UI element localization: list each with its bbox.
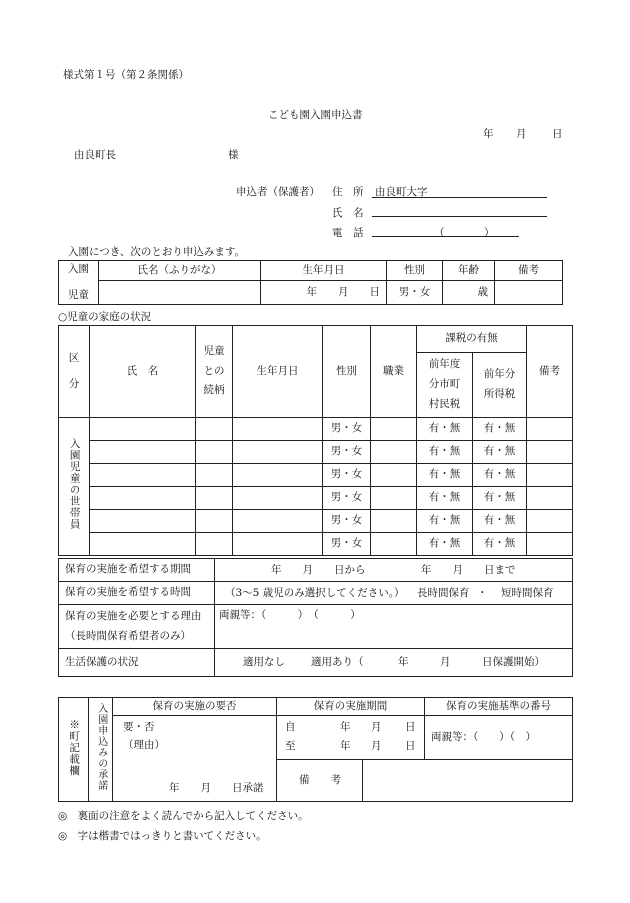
hh-tax-cell[interactable]: 有・無 xyxy=(473,464,527,487)
hh-tax-cell[interactable]: 有・無 xyxy=(473,533,527,556)
date-month-label: 月 xyxy=(516,128,527,140)
child-row-header: 入園 児童 xyxy=(59,261,99,305)
phone-underline[interactable] xyxy=(372,236,519,237)
need-date: 年 月 日承諾 xyxy=(169,782,264,794)
period-cell[interactable] xyxy=(215,559,573,582)
hh-cell[interactable] xyxy=(233,464,323,487)
applicant-label: 申込者（保護者） xyxy=(236,186,320,198)
child-name-cell[interactable] xyxy=(99,281,261,305)
hh-sex-cell[interactable]: 男・女 xyxy=(323,510,371,533)
hh-cell[interactable] xyxy=(196,487,233,510)
hh-cell[interactable] xyxy=(233,418,323,441)
standard-cell[interactable] xyxy=(425,716,573,760)
hh-cell[interactable] xyxy=(90,418,196,441)
hh-cell[interactable] xyxy=(90,487,196,510)
phone-paren-close: ） xyxy=(484,227,495,239)
hh-cell[interactable] xyxy=(527,487,573,510)
period-from: 年 月 日から xyxy=(271,564,366,576)
child-sex-cell[interactable]: 男・女 xyxy=(387,281,443,305)
addressee-name: 由良町長 xyxy=(74,149,116,161)
hh-cell[interactable] xyxy=(527,510,573,533)
period-header: 保育の実施期間 xyxy=(277,698,425,716)
office-note-label: 備 考 xyxy=(299,774,341,786)
address-underline[interactable] xyxy=(372,197,547,198)
child-header-age: 年齢 xyxy=(443,261,495,281)
period-cell[interactable] xyxy=(277,716,425,760)
hh-cell[interactable] xyxy=(371,487,417,510)
household-table xyxy=(58,325,573,556)
period-to-label: 至 xyxy=(285,740,296,752)
hh-sex-cell[interactable]: 男・女 xyxy=(323,487,371,510)
date-day-label: 日 xyxy=(552,128,563,140)
hh-col-job: 職業 xyxy=(371,326,417,418)
child-header-note: 備考 xyxy=(495,261,563,281)
conditions-table xyxy=(58,558,573,677)
hh-tax-cell[interactable]: 有・無 xyxy=(473,510,527,533)
approval-label: 入園申込みの承諾 xyxy=(89,698,113,802)
from-year: 年 xyxy=(340,721,351,733)
hh-cell[interactable] xyxy=(196,441,233,464)
need-reason: （理由） xyxy=(123,739,165,751)
hh-cell[interactable] xyxy=(371,464,417,487)
hh-col-tax-income: 前年分 所得税 xyxy=(473,353,527,418)
name-underline[interactable] xyxy=(372,216,547,217)
note-1: ◎ 裏面の注意をよく読んでから記入してください。 xyxy=(58,810,309,822)
child-age-cell[interactable]: 歳 xyxy=(443,281,495,305)
applicant-phone-label: 電 話 xyxy=(332,227,364,239)
date-year-label: 年 xyxy=(483,128,494,140)
hh-tax-cell[interactable]: 有・無 xyxy=(417,510,473,533)
hh-cell[interactable] xyxy=(371,418,417,441)
office-label: ※町記載欄 xyxy=(59,698,89,802)
reason-cell[interactable] xyxy=(215,605,573,649)
time-long-option[interactable]: 長時間保育 xyxy=(417,587,470,599)
period-from-label: 自 xyxy=(285,721,296,733)
need-value: 要・否 xyxy=(123,721,155,733)
welfare-yes-option[interactable]: 適用あり（ xyxy=(311,656,364,668)
hh-col-name: 氏 名 xyxy=(90,326,196,418)
hh-cell[interactable] xyxy=(371,533,417,556)
addressee-honorific: 様 xyxy=(228,149,239,161)
child-header-sex: 性別 xyxy=(387,261,443,281)
time-note: （3～5 歳児のみ選択してください。） xyxy=(225,587,405,599)
phone-paren-open: （ xyxy=(434,227,445,239)
hh-col-relation: 児童 との 続柄 xyxy=(196,326,233,418)
hh-cell[interactable] xyxy=(527,533,573,556)
welfare-cell[interactable] xyxy=(215,649,573,677)
form-number: 様式第１号（第２条関係） xyxy=(63,69,189,81)
time-separator: ・ xyxy=(477,587,488,599)
to-day: 日 xyxy=(405,740,416,752)
hh-sex-cell[interactable]: 男・女 xyxy=(323,533,371,556)
hh-col-birth: 生年月日 xyxy=(233,326,323,418)
form-title: こども園入園申込書 xyxy=(268,109,363,121)
hh-tax-cell[interactable]: 有・無 xyxy=(417,533,473,556)
child-header-name: 氏名（ふりがな） xyxy=(99,261,261,281)
reason-label: 保育の実施を必要とする理由 （長時間保育希望者のみ） xyxy=(59,605,215,649)
hh-cell[interactable] xyxy=(527,441,573,464)
hh-sex-cell[interactable]: 男・女 xyxy=(323,464,371,487)
hh-tax-cell[interactable]: 有・無 xyxy=(473,441,527,464)
from-month: 月 xyxy=(371,721,382,733)
hh-cell[interactable] xyxy=(196,464,233,487)
to-year: 年 xyxy=(340,740,351,752)
office-table xyxy=(58,697,573,802)
note-2: ◎ 字は楷書ではっきりと書いてください。 xyxy=(58,830,267,842)
note-cell[interactable] xyxy=(277,760,573,802)
hh-cell[interactable] xyxy=(233,510,323,533)
time-cell[interactable] xyxy=(215,582,573,605)
hh-tax-cell[interactable]: 有・無 xyxy=(473,487,527,510)
child-note-cell[interactable] xyxy=(495,281,563,305)
child-table xyxy=(58,260,563,305)
hh-col-note: 備考 xyxy=(527,326,573,418)
applicant-name-label: 氏 名 xyxy=(332,207,364,219)
hh-cell[interactable] xyxy=(371,441,417,464)
hh-col-tax-prev: 前年度 分市町 村民税 xyxy=(417,353,473,418)
hh-cell[interactable] xyxy=(90,464,196,487)
child-header-birth: 生年月日 xyxy=(261,261,387,281)
time-label: 保育の実施を希望する時間 xyxy=(59,582,215,605)
note-divider xyxy=(362,760,363,802)
applicant-address-label: 住 所 xyxy=(332,186,364,198)
household-section-title: ○児童の家庭の状況 xyxy=(58,311,152,323)
hh-tax-cell[interactable]: 有・無 xyxy=(417,441,473,464)
hh-cell[interactable] xyxy=(371,510,417,533)
hh-tax-cell[interactable]: 有・無 xyxy=(417,418,473,441)
hh-tax-cell[interactable]: 有・無 xyxy=(473,418,527,441)
hh-cell[interactable] xyxy=(196,533,233,556)
from-day: 日 xyxy=(405,721,416,733)
period-to: 年 月 日まで xyxy=(421,564,516,576)
need-cell[interactable] xyxy=(113,716,277,802)
hh-row-group-label: 入園児童の世帯員 xyxy=(59,418,90,556)
hh-tax-cell[interactable]: 有・無 xyxy=(417,487,473,510)
intro-text: 入園につき、次のとおり申込みます。 xyxy=(68,246,246,258)
welfare-date: 年 月 日保護開始） xyxy=(398,656,545,668)
hh-cell[interactable] xyxy=(233,533,323,556)
hh-cell[interactable] xyxy=(233,487,323,510)
welfare-label: 生活保護の状況 xyxy=(59,649,215,677)
hh-cell[interactable] xyxy=(233,441,323,464)
standard-value: 両親等：（ ）（ ） xyxy=(431,731,536,743)
reason-value: 両親等：（ ） （ ） xyxy=(219,609,361,621)
hh-sex-cell[interactable]: 男・女 xyxy=(323,441,371,464)
hh-cell[interactable] xyxy=(90,441,196,464)
hh-tax-cell[interactable]: 有・無 xyxy=(417,464,473,487)
welfare-none-option[interactable]: 適用なし xyxy=(243,656,285,668)
child-birth-cell[interactable]: 年 月 日 xyxy=(261,281,387,305)
period-label: 保育の実施を希望する期間 xyxy=(59,559,215,582)
hh-col-tax-group: 課税の有無 xyxy=(417,326,527,353)
need-header: 保育の実施の要否 xyxy=(113,698,277,716)
hh-cell[interactable] xyxy=(527,464,573,487)
hh-cell[interactable] xyxy=(90,510,196,533)
hh-col-division: 区 分 xyxy=(59,326,90,418)
to-month: 月 xyxy=(371,740,382,752)
standard-header: 保育の実施基準の番号 xyxy=(425,698,573,716)
hh-cell[interactable] xyxy=(527,418,573,441)
hh-cell[interactable] xyxy=(90,533,196,556)
hh-cell[interactable] xyxy=(196,418,233,441)
hh-sex-cell[interactable]: 男・女 xyxy=(323,418,371,441)
time-short-option[interactable]: 短時間保育 xyxy=(501,587,554,599)
hh-col-sex: 性別 xyxy=(323,326,371,418)
applicant-address-value: 由良町大字 xyxy=(375,186,428,198)
hh-cell[interactable] xyxy=(196,510,233,533)
